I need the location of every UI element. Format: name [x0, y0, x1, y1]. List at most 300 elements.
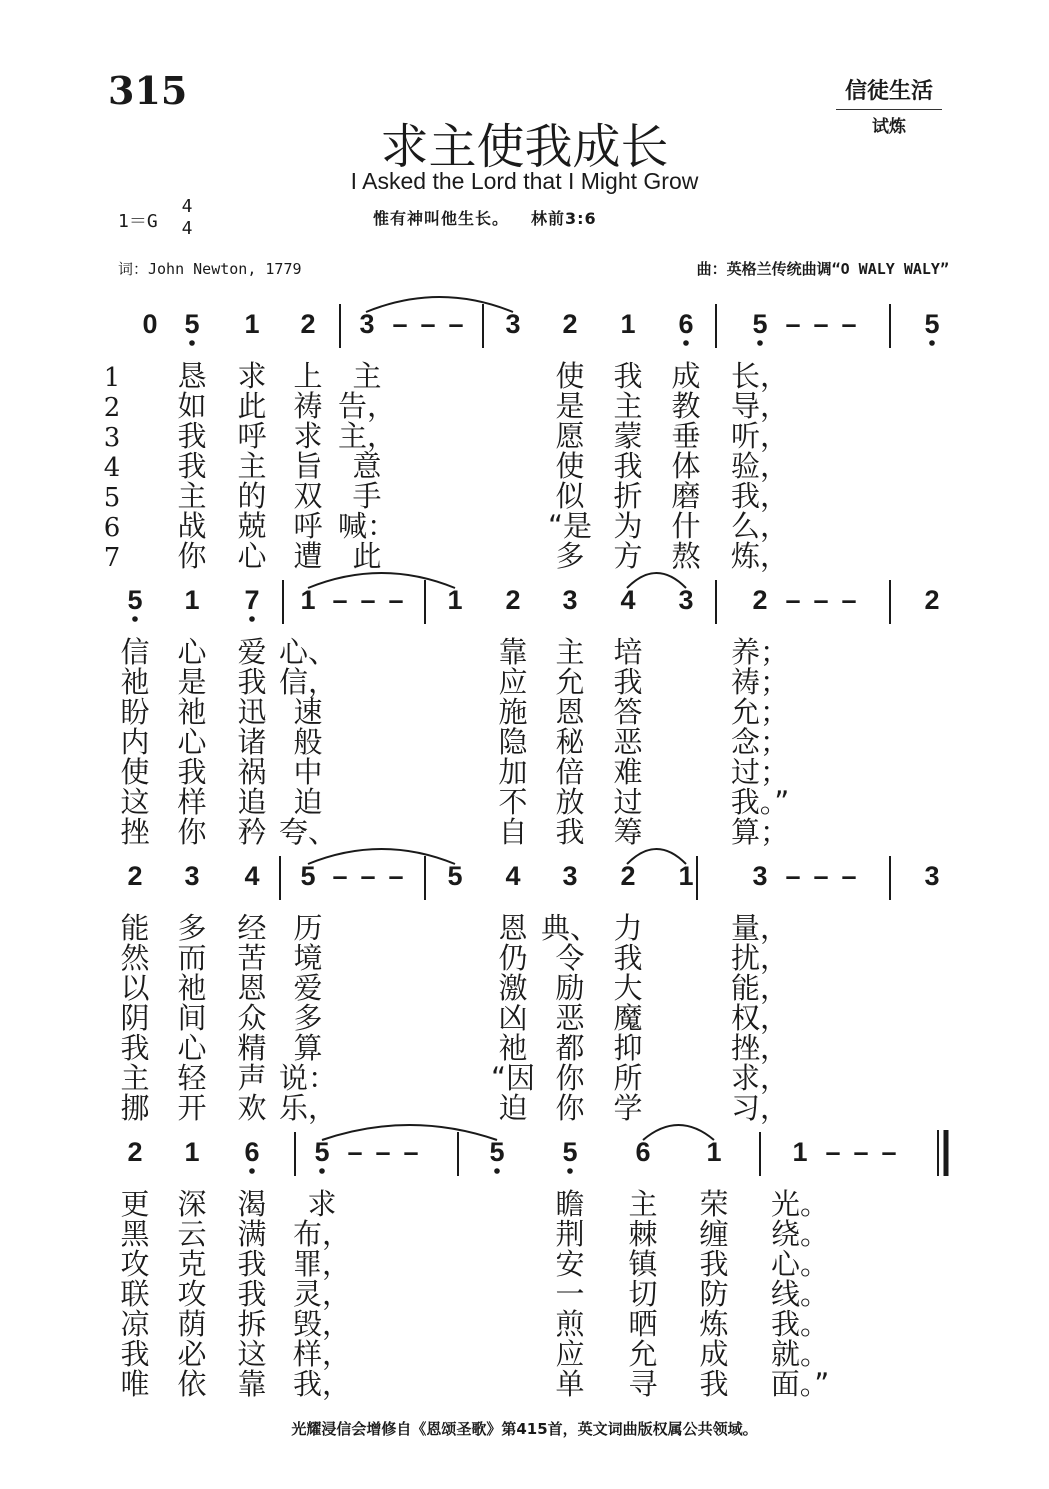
- lyric-syllable: 似: [555, 479, 585, 513]
- lyric-syllable: 过: [613, 785, 643, 819]
- note: 1: [300, 585, 316, 615]
- note: 1: [678, 861, 694, 891]
- lyric-syllable: 意: [352, 449, 382, 483]
- octave-dot: [494, 1168, 500, 1174]
- lyric-syllable: 告，: [337, 389, 397, 423]
- lyric-syllable: 中: [293, 755, 323, 789]
- lyric-syllable: 魔: [613, 1001, 643, 1035]
- sustain-dash: –: [403, 1137, 419, 1167]
- lyric-syllable: 迅: [237, 695, 267, 729]
- note: 2: [127, 1137, 143, 1167]
- note: 7: [244, 585, 260, 615]
- lyric-syllable: 信: [120, 635, 150, 669]
- lyric-syllable: 我: [237, 1247, 267, 1281]
- note: 2: [300, 309, 316, 339]
- verse-number: 2: [103, 393, 121, 423]
- lyric-syllable: 仍: [498, 941, 528, 975]
- verse-number: 5: [103, 483, 121, 513]
- lyric-syllable: 念；: [730, 725, 790, 759]
- lyric-syllable: 倍: [555, 755, 585, 789]
- sustain-dash: –: [448, 309, 464, 339]
- lyric-syllable: 迫: [293, 785, 323, 819]
- lyric-syllable: 此: [237, 389, 267, 423]
- lyric-syllable: 恩: [498, 911, 528, 945]
- lyric-syllable: 满: [237, 1217, 267, 1251]
- note: 5: [184, 309, 200, 339]
- lyric-syllable: 荣: [699, 1187, 729, 1221]
- lyric-syllable: 求，: [730, 1061, 790, 1095]
- lyric-syllable: 挫: [120, 815, 150, 849]
- lyric-syllable: 多: [555, 539, 585, 573]
- sustain-dash: –: [813, 585, 829, 615]
- lyric-syllable: 单: [555, 1367, 585, 1401]
- note: 5: [314, 1137, 330, 1167]
- lyric-syllable: 呼: [237, 419, 267, 453]
- lyric-syllable: 允: [628, 1337, 658, 1371]
- lyric-syllable: 成: [699, 1337, 729, 1371]
- lyric-syllable: 盼: [120, 695, 150, 729]
- note: 5: [924, 309, 940, 339]
- lyric-syllable: 心: [237, 539, 267, 573]
- lyric-syllable: 蒙: [613, 419, 643, 453]
- lyric-syllable: 心: [177, 635, 207, 669]
- lyric-syllable: 多: [293, 1001, 323, 1035]
- lyric-syllable: 必: [177, 1337, 207, 1371]
- note: 3: [924, 861, 940, 891]
- sustain-dash: –: [813, 309, 829, 339]
- lyric-syllable: 诸: [237, 725, 267, 759]
- lyric-syllable: 唯: [120, 1367, 150, 1401]
- note: 1: [620, 309, 636, 339]
- lyric-syllable: 筹: [613, 815, 643, 849]
- lyric-syllable: 靠: [237, 1367, 267, 1401]
- lyric-syllable: 经: [237, 911, 267, 945]
- lyric-syllable: 瞻: [555, 1187, 585, 1221]
- lyric-syllable: 我，: [292, 1367, 352, 1401]
- lyric-syllable: 我: [237, 665, 267, 699]
- lyric-syllable: 境: [293, 941, 323, 975]
- sustain-dash: –: [360, 585, 376, 615]
- sustain-dash: –: [332, 861, 348, 891]
- lyric-syllable: 荆: [555, 1217, 585, 1251]
- lyric-syllable: 呼: [293, 509, 323, 543]
- lyric-syllable: 熬: [671, 539, 701, 573]
- lyric-syllable: 一: [555, 1277, 585, 1311]
- sustain-dash: –: [841, 585, 857, 615]
- lyric-syllable: 我: [613, 941, 643, 975]
- scripture-quote: [373, 206, 597, 229]
- lyric-syllable: 你: [555, 1091, 585, 1125]
- scripture-reference: 林前3:6: [531, 209, 597, 228]
- lyric-syllable: 炼: [699, 1307, 729, 1341]
- lyric-syllable: 双: [293, 479, 323, 513]
- lyric-syllable: 云: [177, 1217, 207, 1251]
- lyric-syllable: 么，: [730, 509, 790, 543]
- lyric-syllable: 施: [498, 695, 528, 729]
- note: 5: [300, 861, 316, 891]
- lyric-syllable: 祸: [237, 755, 267, 789]
- note: 1: [706, 1137, 722, 1167]
- lyric-syllable: 放: [555, 785, 585, 819]
- lyric-syllable: 主: [555, 635, 585, 669]
- lyric-syllable: 开: [177, 1091, 207, 1125]
- lyric-syllable: 主: [628, 1187, 658, 1221]
- lyric-syllable: 教: [671, 389, 701, 423]
- note: 4: [505, 861, 521, 891]
- lyric-syllable: 轻: [177, 1061, 207, 1095]
- octave-dot: [319, 1168, 325, 1174]
- lyric-syllable: 线。: [770, 1277, 830, 1311]
- note: 2: [752, 585, 768, 615]
- lyric-syllable: 垂: [671, 419, 701, 453]
- lyric-syllable: 是: [177, 665, 207, 699]
- lyric-syllable: 苦: [237, 941, 267, 975]
- note: 3: [359, 309, 375, 339]
- lyric-syllable: 样，: [292, 1337, 352, 1371]
- note: 2: [924, 585, 940, 615]
- lyric-syllable: 而: [177, 941, 207, 975]
- note: 3: [505, 309, 521, 339]
- lyric-syllable: 恶: [613, 725, 643, 759]
- octave-dot: [683, 340, 689, 346]
- note: 1: [244, 309, 260, 339]
- lyric-syllable: 荫: [177, 1307, 207, 1341]
- lyric-syllable: 主: [613, 389, 643, 423]
- lyric-syllable: 靠: [498, 635, 528, 669]
- lyric-syllable: 布，: [292, 1217, 352, 1251]
- sustain-dash: –: [375, 1137, 391, 1167]
- lyric-syllable: 渴: [237, 1187, 267, 1221]
- octave-dot: [567, 1168, 573, 1174]
- lyric-syllable: 祷；: [730, 665, 790, 699]
- lyric-syllable: 主: [237, 449, 267, 483]
- lyric-syllable: 激: [498, 971, 528, 1005]
- lyric-syllable: 求: [307, 1187, 337, 1221]
- lyric-syllable: 攻: [177, 1277, 207, 1311]
- octave-dot: [249, 1168, 255, 1174]
- lyric-syllable: 能: [120, 911, 150, 945]
- lyric-syllable: 养；: [730, 635, 790, 669]
- note: 1: [184, 1137, 200, 1167]
- lyric-syllable: 灵，: [292, 1277, 352, 1311]
- lyric-syllable: 精: [237, 1031, 267, 1065]
- lyric-syllable: 声: [237, 1061, 267, 1095]
- category-label: 信徒生活: [836, 74, 942, 110]
- lyric-syllable: 这: [237, 1337, 267, 1371]
- note: 6: [678, 309, 694, 339]
- lyric-syllable: 成: [671, 359, 701, 393]
- lyric-syllable: 信，: [278, 665, 338, 699]
- lyric-syllable: 挪: [120, 1091, 150, 1125]
- lyric-syllable: 方: [613, 539, 643, 573]
- lyric-syllable: 此: [352, 539, 382, 573]
- lyric-syllable: 我: [237, 1277, 267, 1311]
- lyric-syllable: 我: [699, 1367, 729, 1401]
- music-system-2: [0, 566, 1049, 856]
- lyric-syllable: 恶: [555, 1001, 585, 1035]
- lyric-syllable: 心: [177, 725, 207, 759]
- lyric-syllable: 你: [177, 815, 207, 849]
- verse-number: 7: [103, 543, 121, 573]
- lyric-syllable: 深: [177, 1187, 207, 1221]
- lyric-syllable: 答: [613, 695, 643, 729]
- lyric-syllable: 这: [120, 785, 150, 819]
- lyric-syllable: 乐，: [278, 1091, 338, 1125]
- lyric-syllable: 难: [613, 755, 643, 789]
- lyric-syllable: 以: [120, 971, 150, 1005]
- lyricist-credit: 词：John Newton, 1779: [118, 260, 302, 278]
- verse-number: 3: [103, 423, 121, 453]
- sustain-dash: –: [825, 1137, 841, 1167]
- lyric-syllable: 加: [498, 755, 528, 789]
- lyric-syllable: 祂: [498, 1031, 528, 1065]
- lyric-syllable: 励: [555, 971, 585, 1005]
- lyric-syllable: 恩: [555, 695, 585, 729]
- lyric-syllable: 切: [628, 1277, 658, 1311]
- lyric-syllable: 允: [555, 665, 585, 699]
- lyric-syllable: 克: [177, 1247, 207, 1281]
- sustain-dash: –: [332, 585, 348, 615]
- lyric-syllable: 联: [120, 1277, 150, 1311]
- lyric-syllable: 恳: [177, 359, 207, 393]
- note: 2: [505, 585, 521, 615]
- music-system-1: [0, 290, 1049, 580]
- lyric-syllable: 安: [555, 1247, 585, 1281]
- note: 6: [635, 1137, 651, 1167]
- lyric-syllable: 祂: [120, 665, 150, 699]
- lyric-syllable: 爱: [237, 635, 267, 669]
- note: 3: [678, 585, 694, 615]
- hymn-number: 315: [108, 68, 188, 113]
- hymn-title-english: I Asked the Lord that I Might Grow: [350, 168, 699, 194]
- lyric-syllable: 算: [293, 1031, 323, 1065]
- lyric-syllable: 我: [613, 449, 643, 483]
- sustain-dash: –: [841, 861, 857, 891]
- lyric-syllable: 兢: [237, 509, 267, 543]
- slur: [308, 849, 455, 864]
- lyric-syllable: 的: [237, 479, 267, 513]
- lyric-syllable: 棘: [628, 1217, 658, 1251]
- verse-number: 6: [103, 513, 121, 543]
- copyright-footer: 光耀浸信会增修自《恩颂圣歌》第415首，英文词曲版权属公共领域。: [291, 1420, 758, 1438]
- lyric-syllable: 绕。: [770, 1217, 830, 1251]
- note: 5: [752, 309, 768, 339]
- lyric-syllable: 恩: [237, 971, 267, 1005]
- lyric-syllable: 炼，: [730, 539, 790, 573]
- octave-dot: [132, 616, 138, 622]
- slur: [308, 573, 455, 588]
- lyric-syllable: 攻: [120, 1247, 150, 1281]
- lyric-syllable: 培: [613, 635, 643, 669]
- octave-dot: [189, 340, 195, 346]
- lyric-syllable: “因: [490, 1061, 536, 1095]
- lyric-syllable: 能，: [730, 971, 790, 1005]
- lyric-syllable: 我。”: [730, 785, 790, 819]
- note: 1: [792, 1137, 808, 1167]
- note: 3: [562, 861, 578, 891]
- lyric-syllable: 祷: [293, 389, 323, 423]
- lyric-syllable: 心、: [278, 635, 338, 669]
- slur: [366, 297, 513, 312]
- lyric-syllable: 什: [671, 509, 701, 543]
- time-signature: [178, 196, 196, 240]
- note: 2: [620, 861, 636, 891]
- lyric-syllable: 镇: [628, 1247, 658, 1281]
- lyric-syllable: 拆: [237, 1307, 267, 1341]
- lyric-syllable: 我: [120, 1337, 150, 1371]
- octave-dot: [757, 340, 763, 346]
- note: 5: [127, 585, 143, 615]
- lyric-syllable: “是: [547, 509, 593, 543]
- lyric-syllable: 历: [293, 911, 323, 945]
- lyric-syllable: 缠: [699, 1217, 729, 1251]
- lyric-syllable: 主，: [337, 419, 397, 453]
- lyric-syllable: 晒: [628, 1307, 658, 1341]
- lyric-syllable: 应: [555, 1337, 585, 1371]
- lyric-syllable: 求: [237, 359, 267, 393]
- lyric-syllable: 凶: [498, 1001, 528, 1035]
- lyric-syllable: 遭: [293, 539, 323, 573]
- verse-number: 1: [103, 363, 121, 393]
- lyric-syllable: 更: [120, 1187, 150, 1221]
- lyric-syllable: 手: [352, 479, 382, 513]
- lyric-syllable: 你: [555, 1061, 585, 1095]
- verse-number: 4: [103, 453, 121, 483]
- note: 0: [142, 309, 158, 339]
- sustain-dash: –: [420, 309, 436, 339]
- lyric-syllable: 听，: [730, 419, 790, 453]
- lyric-syllable: 我: [555, 815, 585, 849]
- lyric-syllable: 追: [237, 785, 267, 819]
- lyric-syllable: 我。: [770, 1307, 830, 1341]
- slur: [643, 1125, 714, 1140]
- sustain-dash: –: [853, 1137, 869, 1167]
- lyric-syllable: 我: [613, 359, 643, 393]
- octave-dot: [929, 340, 935, 346]
- lyric-syllable: 内: [120, 725, 150, 759]
- lyric-syllable: 我: [177, 449, 207, 483]
- lyric-syllable: 面。”: [770, 1367, 830, 1401]
- sustain-dash: –: [841, 309, 857, 339]
- lyric-syllable: 折: [613, 479, 643, 513]
- lyric-syllable: 战: [177, 509, 207, 543]
- lyric-syllable: 祂: [177, 971, 207, 1005]
- lyric-syllable: 体: [671, 449, 701, 483]
- lyric-syllable: 你: [177, 539, 207, 573]
- sustain-dash: –: [813, 861, 829, 891]
- lyric-syllable: 多: [177, 911, 207, 945]
- octave-dot: [249, 616, 255, 622]
- lyric-syllable: 使: [120, 755, 150, 789]
- lyric-syllable: 样: [177, 785, 207, 819]
- lyric-syllable: 阴: [120, 1001, 150, 1035]
- note: 1: [447, 585, 463, 615]
- lyric-syllable: 扰，: [730, 941, 790, 975]
- lyric-syllable: 煎: [555, 1307, 585, 1341]
- lyric-syllable: 抑: [613, 1031, 643, 1065]
- lyric-syllable: 自: [498, 815, 528, 849]
- lyric-syllable: 速: [293, 695, 323, 729]
- lyric-syllable: 我: [177, 755, 207, 789]
- sustain-dash: –: [392, 309, 408, 339]
- lyric-syllable: 祂: [177, 695, 207, 729]
- lyric-syllable: 夸、: [278, 815, 338, 849]
- composer-credit: 曲：英格兰传统曲调“O WALY WALY”: [696, 260, 949, 278]
- lyric-syllable: 光。: [770, 1187, 830, 1221]
- lyric-syllable: 寻: [628, 1367, 658, 1401]
- sustain-dash: –: [360, 861, 376, 891]
- lyric-syllable: 心。: [770, 1247, 830, 1281]
- lyric-syllable: 所: [613, 1061, 643, 1095]
- lyric-syllable: 过；: [730, 755, 790, 789]
- note: 4: [620, 585, 636, 615]
- lyric-syllable: 验，: [730, 449, 790, 483]
- lyric-syllable: 众: [237, 1001, 267, 1035]
- lyric-syllable: 如: [177, 389, 207, 423]
- lyric-syllable: 欢: [237, 1091, 267, 1125]
- lyric-syllable: 毁，: [292, 1307, 352, 1341]
- hymn-title-chinese: 求主使我成长: [380, 119, 669, 175]
- lyric-syllable: 般: [293, 725, 323, 759]
- music-system-3: [0, 842, 1049, 1132]
- lyric-syllable: 我: [177, 419, 207, 453]
- lyric-syllable: 愿: [555, 419, 585, 453]
- sustain-dash: –: [388, 585, 404, 615]
- lyric-syllable: 然: [120, 941, 150, 975]
- lyric-syllable: 隐: [498, 725, 528, 759]
- note: 1: [184, 585, 200, 615]
- note: 2: [127, 861, 143, 891]
- lyric-syllable: 长，: [730, 359, 790, 393]
- lyric-syllable: 依: [177, 1367, 207, 1401]
- lyric-syllable: 心: [177, 1031, 207, 1065]
- lyric-syllable: 凉: [120, 1307, 150, 1341]
- lyric-syllable: 罪，: [292, 1247, 352, 1281]
- lyric-syllable: 磨: [671, 479, 701, 513]
- lyric-syllable: 为: [613, 509, 643, 543]
- lyric-syllable: 主: [177, 479, 207, 513]
- lyric-syllable: 不: [498, 785, 528, 819]
- lyric-syllable: 挫，: [730, 1031, 790, 1065]
- lyric-syllable: 量，: [730, 911, 790, 945]
- lyric-syllable: 导，: [730, 389, 790, 423]
- meter-top: 4: [181, 196, 193, 217]
- lyric-syllable: 使: [555, 359, 585, 393]
- slur: [627, 849, 686, 864]
- sustain-dash: –: [347, 1137, 363, 1167]
- lyric-syllable: 旨: [293, 449, 323, 483]
- lyric-syllable: 允；: [730, 695, 790, 729]
- note: 5: [489, 1137, 505, 1167]
- note: 2: [562, 309, 578, 339]
- music-system-4: [0, 1118, 1049, 1408]
- lyric-syllable: 是: [555, 389, 585, 423]
- lyric-syllable: 都: [555, 1031, 585, 1065]
- lyric-syllable: 应: [498, 665, 528, 699]
- note: 3: [184, 861, 200, 891]
- sustain-dash: –: [881, 1137, 897, 1167]
- sub-category-label: 试炼: [872, 117, 906, 137]
- sustain-dash: –: [785, 861, 801, 891]
- lyric-syllable: 大: [613, 971, 643, 1005]
- lyric-syllable: 习，: [730, 1091, 790, 1125]
- lyric-syllable: 力: [613, 911, 643, 945]
- sustain-dash: –: [785, 585, 801, 615]
- note: 3: [752, 861, 768, 891]
- slur: [627, 573, 686, 588]
- note: 4: [244, 861, 260, 891]
- note: 5: [447, 861, 463, 891]
